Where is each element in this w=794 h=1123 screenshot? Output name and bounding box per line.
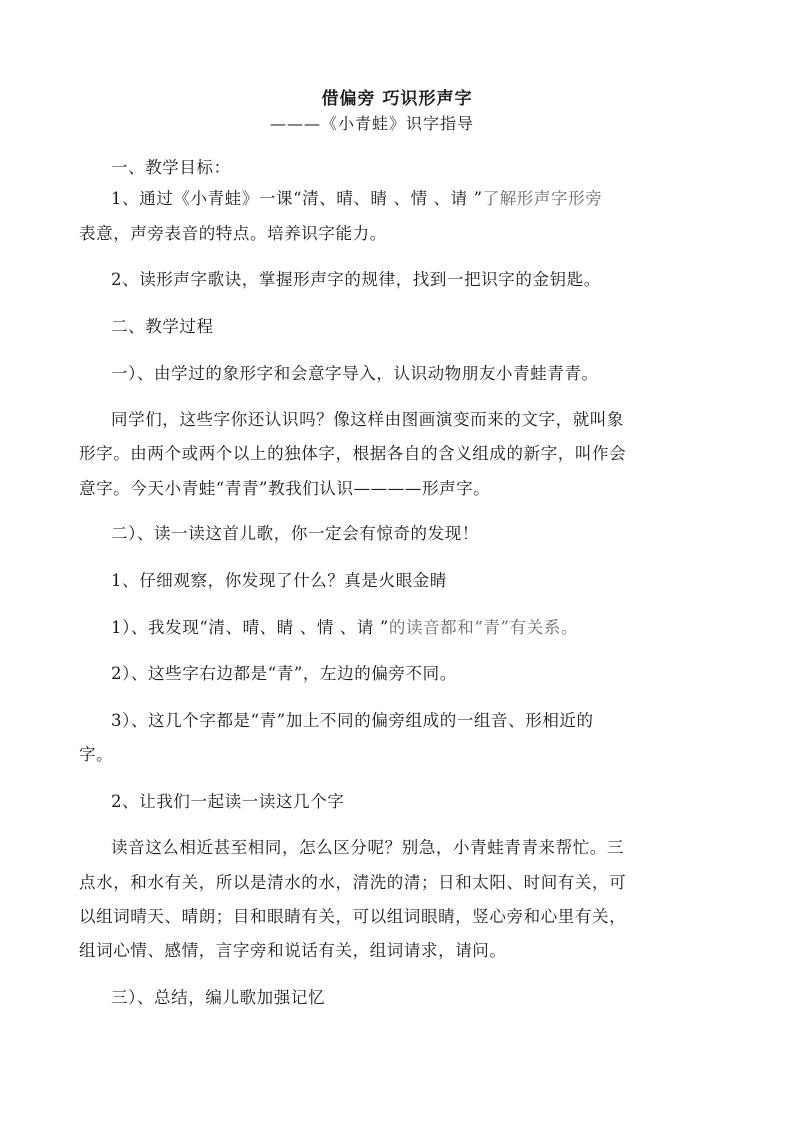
section-heading-goals: 一、教学目标： <box>111 158 231 177</box>
goal-2: 2、读形声字歌诀，掌握形声字的规律，找到一把识字的金钥匙。 <box>111 270 601 289</box>
question-1: 1、仔细观察，你发现了什么？真是火眼金睛 <box>111 571 447 590</box>
paragraph-2-line-2: 点水，和水有关，所以是清水的水，清洗的清；日和太阳、时间有关，可 <box>79 873 627 892</box>
answer-1-text: 1）、我发现“清、晴、睛 、情 、请 ” <box>111 618 389 637</box>
document-subtitle: ———《小青蛙》识字指导 <box>270 114 475 133</box>
paragraph-1-line-2: 形字。由两个或两个以上的独体字，根据各自的含义组成的新字，叫作会 <box>79 444 627 463</box>
goal-1-line-2: 表意，声旁表音的特点。培养识字能力。 <box>79 224 387 243</box>
paragraph-2-line-4: 组词心情、感情，言字旁和说话有关，组词请求，请问。 <box>79 941 507 960</box>
document-title: 借偏旁 巧识形声字 <box>321 89 473 109</box>
paragraph-2-line-3: 以组词晴天、晴朗；目和眼睛有关，可以组词眼睛，竖心旁和心里有关， <box>79 907 627 926</box>
answer-3-line-2: 字。 <box>79 745 114 764</box>
paragraph-1-line-1: 同学们，这些字你还认识吗？像这样由图画演变而来的文字，就叫象 <box>111 410 624 429</box>
paragraph-1-line-3: 意字。今天小青蛙“青青”教我们认识————形声字。 <box>79 479 491 498</box>
paragraph-2-line-1: 读音这么相近甚至相同，怎么区分呢？别急，小青蛙青青来帮忙。三 <box>111 838 624 857</box>
goal-1-highlight: 了解形声字形旁 <box>482 189 603 208</box>
step-1-heading: 一）、由学过的象形字和会意字导入，认识动物朋友小青蛙青青。 <box>111 364 599 383</box>
answer-1 <box>111 618 719 637</box>
step-2-heading: 二）、读一读这首儿歌，你一定会有惊奇的发现！ <box>111 524 479 543</box>
goal-1-line-1 <box>111 189 719 208</box>
answer-3-line-1: 3）、这几个字都是“青”加上不同的偏旁组成的一组音、形相近的 <box>111 711 594 730</box>
goal-1-text: 1、通过《小青蛙》一课“清、晴、睛 、情 、请 ” <box>111 189 483 208</box>
answer-2: 2）、这些字右边都是“青”，左边的偏旁不同。 <box>111 664 457 683</box>
section-heading-process: 二、教学过程 <box>111 317 214 336</box>
question-2: 2、让我们一起读一读这几个字 <box>111 792 345 811</box>
step-3-heading: 三）、总结，编儿歌加强记忆 <box>111 988 326 1007</box>
answer-1-highlight: 的读音都和“青”有关系。 <box>388 618 578 637</box>
